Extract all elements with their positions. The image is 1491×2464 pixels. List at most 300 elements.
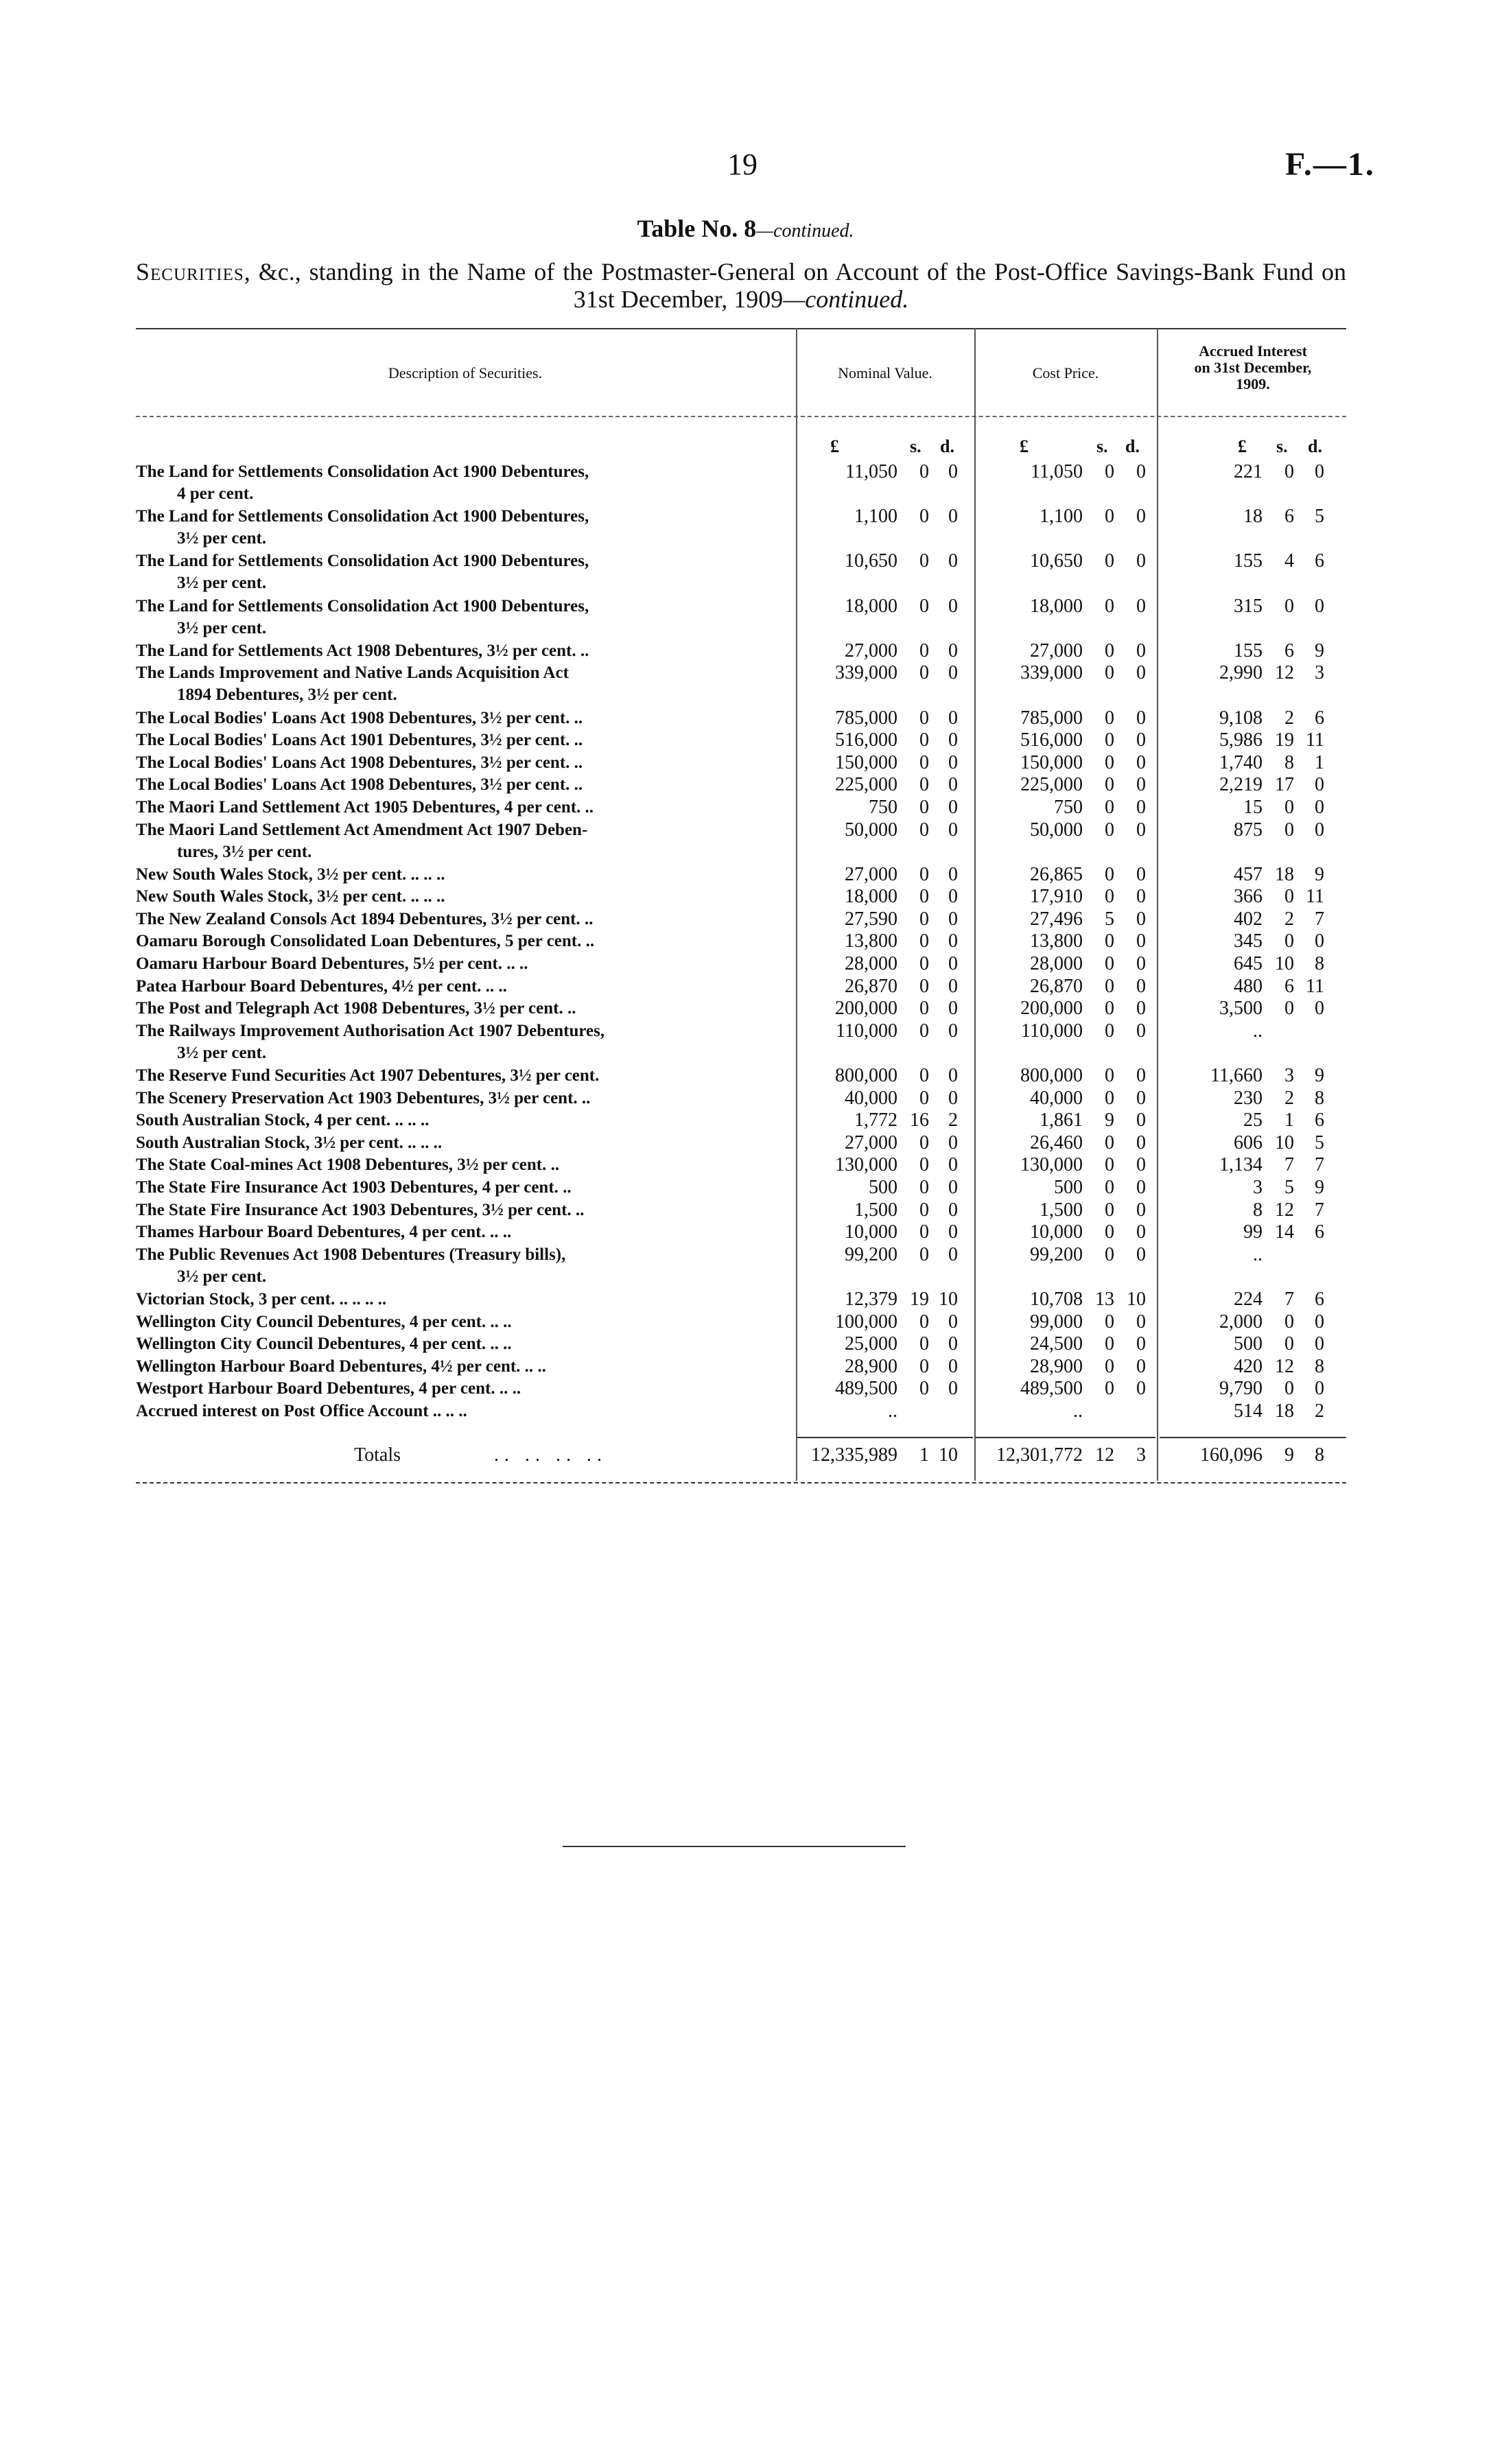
accrued-pence: 7 (1315, 908, 1324, 930)
security-description-line: The State Coal-mines Act 1908 Debentures, 3½ per cent. .. (136, 1155, 560, 1175)
cost-pounds: 17,910 (1030, 886, 1083, 908)
security-description (136, 752, 788, 774)
security-description-line: Oamaru Borough Consolidated Loan Debentures, 5 per cent. .. (136, 932, 595, 951)
accrued-shillings: 6 (1284, 640, 1294, 661)
accrued-shillings: 19 (1275, 729, 1294, 751)
nominal-shillings: 0 (919, 506, 929, 528)
cost-pence: 0 (1136, 975, 1146, 997)
accrued-pounds: .. (1253, 1243, 1263, 1265)
security-description-continuation: 3½ per cent. (177, 1267, 267, 1286)
accrued-pence: 0 (1315, 1311, 1324, 1333)
table-row (0, 797, 1491, 819)
totals-top-rule-accrued (1160, 1437, 1346, 1438)
nominal-pounds: .. (888, 1400, 897, 1422)
table-row (0, 1132, 1491, 1155)
nominal-shillings: 0 (919, 751, 929, 773)
nominal-pounds: 785,000 (835, 707, 897, 729)
table-row (0, 886, 1491, 908)
header-accrued-line1: Accrued Interest (1199, 342, 1307, 360)
totals-accrued-shillings: 9 (1284, 1444, 1294, 1466)
cost-pence: 0 (1136, 595, 1146, 617)
table-row (0, 774, 1491, 797)
accrued-pounds: 402 (1234, 908, 1263, 930)
nominal-pence: 0 (948, 1131, 958, 1153)
accrued-shillings: 3 (1284, 1065, 1294, 1087)
table-row (0, 1333, 1491, 1356)
security-description-line: The Maori Land Settlement Act Amendment Act 1907 Deben- (136, 820, 588, 839)
nominal-shillings: 16 (910, 1110, 929, 1131)
nominal-pence: 0 (948, 1243, 958, 1265)
nominal-pounds: 150,000 (835, 751, 897, 773)
cost-pounds: 10,650 (1030, 550, 1083, 572)
cost-pounds: 489,500 (1020, 1378, 1083, 1400)
cost-pounds: 800,000 (1020, 1065, 1083, 1087)
accrued-pounds: 606 (1234, 1131, 1263, 1153)
totals-leader-dots: .. .. .. .. (494, 1444, 607, 1466)
header-accrued-interest (1160, 343, 1346, 392)
security-description (136, 774, 788, 796)
cost-shillings: 0 (1105, 975, 1114, 997)
nominal-pence: 0 (948, 640, 958, 661)
cost-shillings: 0 (1105, 1177, 1114, 1198)
nominal-pence: 0 (948, 1087, 958, 1109)
caption-text: , &c., standing in the Name of the Postmaster-General on Account of the Post-Office Savings-Bank Fund on 31st December, 1909 (244, 258, 1346, 313)
cost-pounds: 10,708 (1030, 1288, 1083, 1310)
accrued-shillings: 8 (1284, 751, 1294, 773)
table-row (0, 930, 1491, 953)
nominal-shillings: 0 (919, 1221, 929, 1243)
cost-shillings: 0 (1105, 1154, 1114, 1176)
security-description-line: The Post and Telegraph Act 1908 Debentures, 3½ per cent. .. (136, 999, 576, 1018)
accrued-pounds: 25 (1243, 1110, 1263, 1131)
totals-nominal-shillings: 1 (919, 1444, 929, 1466)
accrued-shillings: 14 (1275, 1221, 1294, 1243)
nominal-shillings: 0 (919, 729, 929, 751)
security-description (136, 976, 788, 998)
nominal-pounds: 27,000 (845, 640, 897, 661)
cost-shillings: 0 (1105, 662, 1114, 684)
nominal-pounds: 750 (869, 796, 897, 818)
table-row (0, 1065, 1491, 1088)
accrued-pence: 6 (1315, 1288, 1324, 1310)
accrued-shillings: 0 (1284, 595, 1294, 617)
table-row (0, 506, 1491, 550)
cost-pounds: 24,500 (1030, 1333, 1083, 1355)
security-description (136, 797, 788, 819)
cost-pence: 0 (1136, 1333, 1146, 1355)
cost-pence: 0 (1136, 998, 1146, 1020)
cost-shillings: 0 (1105, 729, 1114, 751)
security-description (136, 864, 788, 886)
security-description-continuation: 1894 Debentures, 3½ per cent. (177, 685, 397, 705)
accrued-shillings: 0 (1284, 998, 1294, 1020)
security-description (136, 1065, 788, 1087)
cost-shillings: 0 (1105, 1378, 1114, 1400)
accrued-pounds: 345 (1234, 930, 1263, 952)
nominal-pence: 0 (948, 1199, 958, 1221)
cost-pence: 0 (1136, 1131, 1146, 1153)
unit-accrued-pence: d. (1308, 436, 1322, 456)
cost-pounds: 26,870 (1030, 975, 1083, 997)
nominal-pence: 0 (948, 729, 958, 751)
security-description-line: The Scenery Preservation Act 1903 Debentures, 3½ per cent. .. (136, 1088, 591, 1107)
cost-pence: 0 (1136, 640, 1146, 661)
table-row (0, 1311, 1491, 1334)
accrued-pence: 9 (1315, 863, 1324, 885)
accrued-shillings: 7 (1284, 1154, 1294, 1176)
security-description (136, 998, 788, 1020)
nominal-pounds: 13,800 (845, 930, 897, 952)
security-description (136, 1289, 788, 1311)
security-description-continuation: tures, 3½ per cent. (177, 842, 312, 861)
cost-pounds: 28,000 (1030, 953, 1083, 975)
cost-pence: 0 (1136, 707, 1146, 729)
accrued-pence: 9 (1315, 640, 1324, 661)
security-description-line: Wellington City Council Debentures, 4 per cent. .. .. (136, 1335, 512, 1354)
accrued-shillings: 0 (1284, 930, 1294, 952)
cost-pounds: 500 (1054, 1177, 1083, 1198)
totals-cost-pence: 3 (1136, 1444, 1146, 1466)
nominal-pence: 0 (948, 751, 958, 773)
security-description-line: The Local Bodies' Loans Act 1908 Debentures, 3½ per cent. .. (136, 775, 583, 795)
nominal-pence: 0 (948, 863, 958, 885)
nominal-pence: 0 (948, 908, 958, 930)
security-description-line: Accrued interest on Post Office Account .. .. .. (136, 1401, 467, 1420)
security-description-line: The Land for Settlements Act 1908 Debentures, 3½ per cent. .. (136, 641, 589, 660)
accrued-pence: 2 (1315, 1400, 1324, 1422)
nominal-pence: 0 (948, 1333, 958, 1355)
accrued-pence: 0 (1315, 930, 1324, 952)
unit-nominal-pound: £ (830, 436, 839, 456)
cost-pounds: 28,900 (1030, 1355, 1083, 1377)
accrued-pounds: 9,108 (1219, 707, 1263, 729)
accrued-pounds: 3,500 (1219, 998, 1263, 1020)
nominal-pence: 0 (948, 774, 958, 796)
cost-pounds: 10,000 (1030, 1221, 1083, 1243)
security-description-line: The Land for Settlements Consolidation Act 1900 Debentures, (136, 507, 589, 526)
security-description (136, 461, 788, 505)
table-caption (136, 258, 1346, 313)
security-description-line: The Railways Improvement Authorisation Act 1907 Debentures, (136, 1021, 605, 1040)
totals-top-rule-nominal (797, 1437, 973, 1438)
accrued-shillings: 2 (1284, 908, 1294, 930)
cost-pence: 0 (1136, 751, 1146, 773)
nominal-shillings: 0 (919, 774, 929, 796)
security-description (136, 1221, 788, 1243)
accrued-pounds: 514 (1234, 1400, 1263, 1422)
nominal-pounds: 27,590 (845, 908, 897, 930)
nominal-shillings: 0 (919, 1154, 929, 1176)
nominal-pence: 0 (948, 1378, 958, 1400)
table-row (0, 976, 1491, 998)
cost-pence: 0 (1136, 1065, 1146, 1087)
accrued-pence: 11 (1306, 729, 1324, 751)
accrued-pounds: 3 (1253, 1177, 1263, 1198)
nominal-pounds: 26,870 (845, 975, 897, 997)
security-description-line: Wellington Harbour Board Debentures, 4½ per cent. .. .. (136, 1357, 546, 1376)
cost-shillings: 0 (1105, 998, 1114, 1020)
nominal-shillings: 0 (919, 707, 929, 729)
nominal-pounds: 27,000 (845, 1131, 897, 1153)
nominal-pence: 10 (939, 1288, 958, 1310)
accrued-pounds: 230 (1234, 1087, 1263, 1109)
security-description-line: Oamaru Harbour Board Debentures, 5½ per cent. .. .. (136, 954, 528, 974)
security-description (136, 953, 788, 975)
cost-pence: 0 (1136, 1110, 1146, 1131)
security-description-line: The Reserve Fund Securities Act 1907 Debentures, 3½ per cent. (136, 1066, 600, 1086)
security-description-line: Patea Harbour Board Debentures, 4½ per cent. .. .. (136, 976, 507, 996)
security-description-line: The Lands Improvement and Native Lands Acquisition Act (136, 664, 569, 683)
security-description (136, 1088, 788, 1110)
security-description-line: New South Wales Stock, 3½ per cent. .. .. .. (136, 887, 445, 906)
cost-pounds: 339,000 (1020, 662, 1083, 684)
accrued-pence: 11 (1306, 886, 1324, 908)
security-description (136, 707, 788, 729)
accrued-pounds: 155 (1234, 640, 1263, 661)
nominal-pence: 0 (948, 819, 958, 841)
cost-pounds: 18,000 (1030, 595, 1083, 617)
accrued-pence: 6 (1315, 707, 1324, 729)
cost-shillings: 0 (1105, 953, 1114, 975)
accrued-pence: 0 (1315, 819, 1324, 841)
header-accrued-line2: on 31st December, (1194, 359, 1312, 376)
table-row (0, 1400, 1491, 1423)
nominal-pence: 0 (948, 1177, 958, 1198)
security-description-line: The State Fire Insurance Act 1903 Debentures, 3½ per cent. .. (136, 1200, 585, 1219)
accrued-shillings: 12 (1275, 1355, 1294, 1377)
cost-shillings: 0 (1105, 595, 1114, 617)
table-row (0, 461, 1491, 506)
nominal-pounds: 1,772 (854, 1110, 897, 1131)
table-row (0, 1289, 1491, 1311)
nominal-pence: 0 (948, 1221, 958, 1243)
cost-pence: 0 (1136, 953, 1146, 975)
nominal-pounds: 18,000 (845, 886, 897, 908)
unit-cost-pence: d. (1125, 436, 1140, 456)
nominal-shillings: 0 (919, 975, 929, 997)
cost-shillings: 0 (1105, 1355, 1114, 1377)
cost-pounds: 26,460 (1030, 1131, 1083, 1153)
unit-accrued-pound: £ (1238, 436, 1247, 456)
cost-pounds: 130,000 (1020, 1154, 1083, 1176)
nominal-shillings: 0 (919, 1311, 929, 1333)
totals-label: Totals (354, 1444, 401, 1466)
cost-pence: 0 (1136, 796, 1146, 818)
security-description-line: South Australian Stock, 4 per cent. .. .. .. (136, 1111, 430, 1130)
cost-pounds: 225,000 (1020, 774, 1083, 796)
accrued-pounds: 8 (1253, 1199, 1263, 1221)
security-description (136, 1199, 788, 1221)
cost-pounds: 27,496 (1030, 908, 1083, 930)
table-row (0, 819, 1491, 864)
nominal-pounds: 130,000 (835, 1154, 897, 1176)
security-description-continuation: 3½ per cent. (177, 574, 267, 593)
nominal-pence: 0 (948, 662, 958, 684)
accrued-pounds: 457 (1234, 863, 1263, 885)
accrued-pounds: 2,000 (1219, 1311, 1263, 1333)
cost-pounds: 26,865 (1030, 863, 1083, 885)
nominal-shillings: 0 (919, 640, 929, 661)
accrued-pounds: 15 (1243, 796, 1263, 818)
table-row (0, 908, 1491, 931)
table-row (0, 1088, 1491, 1110)
cost-shillings: 0 (1105, 1221, 1114, 1243)
header-bottom-rule (136, 416, 1346, 417)
table-row (0, 1154, 1491, 1177)
table-row (0, 1110, 1491, 1132)
cost-pounds: 1,500 (1040, 1199, 1083, 1221)
nominal-pounds: 1,100 (854, 506, 897, 528)
cost-pence: 0 (1136, 930, 1146, 952)
accrued-pence: 5 (1315, 506, 1324, 528)
header-top-rule (136, 328, 1346, 329)
accrued-shillings: 0 (1284, 819, 1294, 841)
cost-pounds: 99,000 (1030, 1311, 1083, 1333)
header-accrued-line3: 1909. (1236, 375, 1270, 392)
accrued-pence: 0 (1315, 774, 1324, 796)
unit-cost-pound: £ (1020, 436, 1029, 456)
cost-pence: 0 (1136, 461, 1146, 482)
table-bottom-rule (136, 1482, 1346, 1483)
nominal-pounds: 10,000 (845, 1221, 897, 1243)
nominal-pounds: 28,000 (845, 953, 897, 975)
security-description (136, 729, 788, 751)
accrued-shillings: 0 (1284, 796, 1294, 818)
table-row (0, 998, 1491, 1020)
accrued-shillings: 18 (1275, 863, 1294, 885)
cost-pence: 0 (1136, 1355, 1146, 1377)
security-description (136, 550, 788, 594)
accrued-shillings: 7 (1284, 1288, 1294, 1310)
accrued-pounds: 480 (1234, 975, 1263, 997)
security-description (136, 1020, 788, 1064)
nominal-pence: 0 (948, 1154, 958, 1176)
cost-pence: 0 (1136, 506, 1146, 528)
nominal-pounds: 25,000 (845, 1333, 897, 1355)
cost-pence: 0 (1136, 1154, 1146, 1176)
cost-shillings: 0 (1105, 751, 1114, 773)
security-description-line: The Land for Settlements Consolidation Act 1900 Debentures, (136, 462, 589, 481)
table-row (0, 1356, 1491, 1378)
totals-accrued-pence: 8 (1315, 1444, 1324, 1466)
nominal-pence: 0 (948, 975, 958, 997)
nominal-pounds: 100,000 (835, 1311, 897, 1333)
accrued-shillings: 0 (1284, 1378, 1294, 1400)
accrued-pence: 6 (1315, 1221, 1324, 1243)
table-title-continued: —continued. (756, 220, 854, 242)
cost-pence: 0 (1136, 863, 1146, 885)
accrued-pounds: 500 (1234, 1333, 1263, 1355)
cost-pounds: 200,000 (1020, 998, 1083, 1020)
accrued-pence: 0 (1315, 595, 1324, 617)
security-description-line: Westport Harbour Board Debentures, 4 per cent. .. .. (136, 1379, 521, 1398)
table-title (0, 214, 1491, 243)
security-description-line: The New Zealand Consols Act 1894 Debentures, 3½ per cent. .. (136, 909, 594, 928)
security-description-line: The Local Bodies' Loans Act 1908 Debentures, 3½ per cent. .. (136, 708, 583, 727)
accrued-pounds: 5,986 (1219, 729, 1263, 751)
security-description (136, 506, 788, 550)
security-description-continuation: 3½ per cent. (177, 1043, 267, 1062)
security-description (136, 1378, 788, 1400)
nominal-shillings: 0 (919, 796, 929, 818)
cost-pence: 0 (1136, 1199, 1146, 1221)
accrued-pence: 6 (1315, 1110, 1324, 1131)
accrued-pence: 0 (1315, 461, 1324, 482)
cost-shillings: 0 (1105, 886, 1114, 908)
cost-shillings: 0 (1105, 1199, 1114, 1221)
accrued-pounds: 1,740 (1219, 751, 1263, 773)
cost-pence: 0 (1136, 550, 1146, 572)
nominal-shillings: 0 (919, 461, 929, 482)
accrued-pounds: 645 (1234, 953, 1263, 975)
nominal-pence: 0 (948, 506, 958, 528)
accrued-pounds: 420 (1234, 1355, 1263, 1377)
cost-shillings: 0 (1105, 1243, 1114, 1265)
table-row (0, 729, 1491, 752)
nominal-pounds: 10,650 (845, 550, 897, 572)
totals-cost-shillings: 12 (1095, 1444, 1114, 1466)
nominal-pence: 0 (948, 707, 958, 729)
accrued-pounds: 9,790 (1219, 1378, 1263, 1400)
nominal-pounds: 516,000 (835, 729, 897, 751)
cost-shillings: 0 (1105, 863, 1114, 885)
accrued-pounds: 99 (1243, 1221, 1263, 1243)
nominal-pounds: 12,379 (845, 1288, 897, 1310)
cost-shillings: 0 (1105, 1020, 1114, 1042)
nominal-pence: 0 (948, 930, 958, 952)
accrued-pence: 0 (1315, 1333, 1324, 1355)
cost-shillings: 0 (1105, 819, 1114, 841)
cost-pence: 0 (1136, 729, 1146, 751)
nominal-shillings: 0 (919, 1355, 929, 1377)
table-title-main: Table No. 8 (637, 215, 757, 242)
nominal-shillings: 0 (919, 1243, 929, 1265)
cost-shillings: 5 (1105, 908, 1114, 930)
security-description-line: Victorian Stock, 3 per cent. .. .. .. .. (136, 1289, 387, 1309)
table-row (0, 640, 1491, 663)
accrued-pounds: 875 (1234, 819, 1263, 841)
totals-cost-pounds: 12,301,772 (996, 1444, 1083, 1466)
cost-shillings: 0 (1105, 1065, 1114, 1087)
cost-pounds: 1,861 (1040, 1110, 1083, 1131)
cost-shillings: 0 (1105, 1087, 1114, 1109)
nominal-pence: 0 (948, 595, 958, 617)
cost-pounds: 99,200 (1030, 1243, 1083, 1265)
end-of-page-rule (563, 1846, 906, 1847)
nominal-pounds: 800,000 (835, 1065, 897, 1087)
accrued-shillings: 10 (1275, 953, 1294, 975)
nominal-pounds: 489,500 (835, 1378, 897, 1400)
accrued-pence: 7 (1315, 1154, 1324, 1176)
table-row (0, 707, 1491, 730)
nominal-pence: 0 (948, 1355, 958, 1377)
accrued-shillings: 5 (1284, 1177, 1294, 1198)
accrued-shillings: 6 (1284, 975, 1294, 997)
nominal-shillings: 0 (919, 1378, 929, 1400)
unit-cost-shilling: s. (1096, 436, 1108, 456)
cost-pence: 0 (1136, 1378, 1146, 1400)
accrued-shillings: 4 (1284, 550, 1294, 572)
nominal-shillings: 0 (919, 1199, 929, 1221)
nominal-shillings: 0 (919, 1333, 929, 1355)
nominal-pounds: 18,000 (845, 595, 897, 617)
nominal-shillings: 0 (919, 1087, 929, 1109)
security-description (136, 908, 788, 930)
security-description (136, 662, 788, 706)
nominal-pence: 0 (948, 998, 958, 1020)
table-row (0, 1020, 1491, 1065)
table-row (0, 1244, 1491, 1289)
